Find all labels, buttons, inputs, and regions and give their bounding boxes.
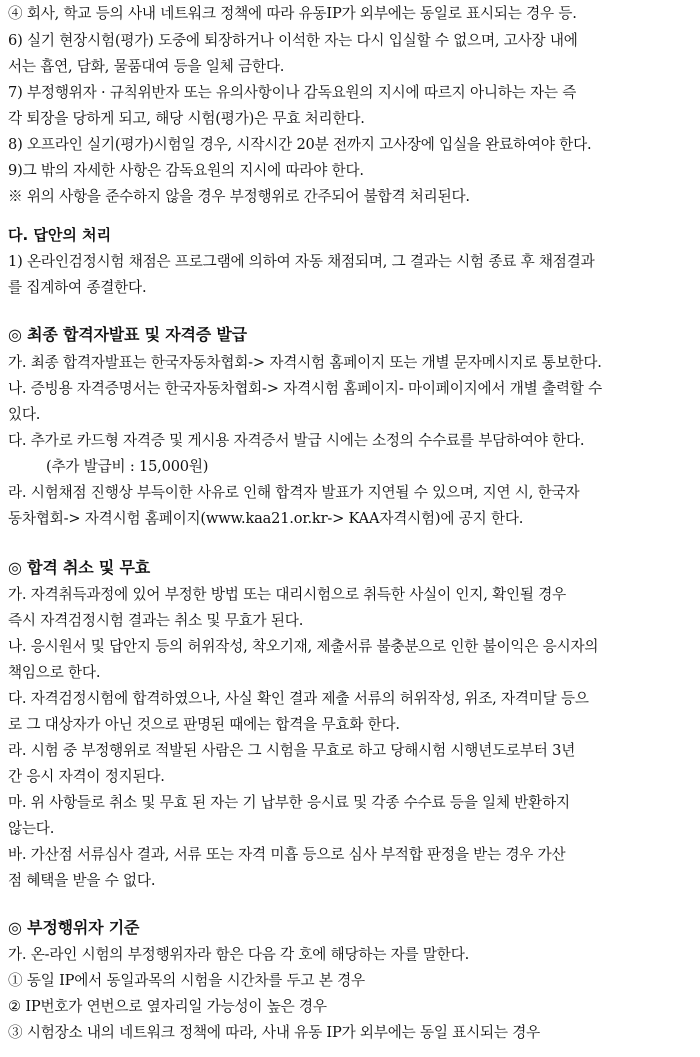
cancel-section-title: ◎ 합격 취소 및 무효: [8, 558, 151, 577]
cancel-item-ga-cont: 즉시 자격검정시험 결과는 취소 및 무효가 된다.: [8, 612, 304, 629]
rule-item-8: 8) 오프라인 실기(평가)시험일 경우, 시작시간 20분 전까지 고사장에 입실을 완료하여야 한다.: [8, 136, 592, 153]
final-item-ga: 가. 최종 합격자발표는 한국자동차협회-> 자격시험 홈페이지 또는 개별 문자메시지로 통보한다.: [8, 354, 602, 371]
fraud-item-ga: 가. 온-라인 시험의 부정행위자라 함은 다음 각 호에 해당하는 자를 말한다.: [8, 946, 470, 963]
final-section-title: ◎ 최종 합격자발표 및 자격증 발급: [8, 325, 247, 344]
final-item-da: 다. 추가로 카드형 자격증 및 게시용 자격증서 발급 시에는 소정의 수수료를 부담하여야 한다.: [8, 432, 585, 449]
cancel-item-ga: 가. 자격취득과정에 있어 부정한 방법 또는 대리시험으로 취득한 사실이 인지, 확인될 경우: [8, 586, 567, 603]
fraud-section-title: ◎ 부정행위자 기준: [8, 918, 140, 937]
rule-note: ※ 위의 사항을 준수하지 않을 경우 부정행위로 간주되어 불합격 처리된다.: [8, 188, 470, 205]
cancel-item-na: 나. 응시원서 및 답안지 등의 허위작성, 착오기재, 제출서류 불충분으로 인한 불이익은 응시자의: [8, 638, 599, 655]
rule-item-6-cont: 서는 흡연, 담화, 물품대여 등을 일체 금한다.: [8, 58, 285, 75]
fraud-item-2: ② IP번호가 연번으로 옆자리일 가능성이 높은 경우: [8, 998, 327, 1015]
cancel-item-ma: 마. 위 사항들로 취소 및 무효 된 자는 기 납부한 응시료 및 각종 수수료 등을 일체 반환하지: [8, 794, 570, 811]
rule-item-7-cont: 각 퇴장을 당하게 되고, 해당 시험(평가)은 무효 처리한다.: [8, 110, 365, 127]
cancel-item-da-cont: 로 그 대상자가 아닌 것으로 판명된 때에는 합격을 무효화 한다.: [8, 716, 400, 733]
rule-item-7: 7) 부정행위자 · 규칙위반자 또는 유의사항이나 감독요원의 지시에 따르지 아니하는 자는 즉: [8, 84, 577, 101]
final-item-da-fee: (추가 발급비 : 15,000원): [46, 458, 209, 475]
answer-section-title: 다. 답안의 처리: [8, 226, 112, 244]
cancel-item-da: 다. 자격검정시험에 합격하였으나, 사실 확인 결과 제출 서류의 허위작성, 위조, 자격미달 등으: [8, 690, 589, 707]
final-item-ra: 라. 시험채점 진행상 부득이한 사유로 인해 합격자 발표가 지연될 수 있으며, 지연 시, 한국자: [8, 484, 580, 501]
final-item-ra-cont: 동차협회-> 자격시험 홈페이지(www.kaa21.or.kr-> KAA자격시험)에 공지 한다.: [8, 510, 524, 527]
rule-item-9: 9)그 밖의 자세한 사항은 감독요원의 지시에 따라야 한다.: [8, 162, 364, 179]
cancel-item-ba-cont: 점 혜택을 받을 수 없다.: [8, 872, 156, 889]
cancel-item-ra-cont: 간 응시 자격이 정지된다.: [8, 768, 165, 785]
fraud-item-3: ③ 시험장소 내의 네트워크 정책에 따라, 사내 유동 IP가 외부에는 동일 표시되는 경우: [8, 1024, 541, 1041]
cancel-item-ba: 바. 가산점 서류심사 결과, 서류 또는 자격 미흡 등으로 심사 부적합 판정을 받는 경우 가산: [8, 846, 566, 863]
answer-item-1-cont: 를 집계하여 종결한다.: [8, 279, 147, 296]
answer-item-1: 1) 온라인검정시험 채점은 프로그램에 의하여 자동 채점되며, 그 결과는 시험 종료 후 채점결과: [8, 253, 595, 270]
final-item-na-cont: 있다.: [8, 406, 41, 423]
rule-item-6: 6) 실기 현장시험(평가) 도중에 퇴장하거나 이석한 자는 다시 입실할 수 없으며, 고사장 내에: [8, 32, 578, 49]
cancel-item-ma-cont: 않는다.: [8, 820, 55, 837]
final-item-na: 나. 증빙용 자격증명서는 한국자동차협회-> 자격시험 홈페이지- 마이페이지에서 개별 출력할 수: [8, 380, 602, 397]
cancel-item-na-cont: 책임으로 한다.: [8, 664, 101, 681]
fraud-item-1: ① 동일 IP에서 동일과목의 시험을 시간차를 두고 본 경우: [8, 972, 365, 989]
cancel-item-ra: 라. 시험 중 부정행위로 적발된 사람은 그 시험을 무효로 하고 당해시험 시행년도로부터 3년: [8, 742, 576, 759]
rule-item-4: ④ 회사, 학교 등의 사내 네트워크 정책에 따라 유동IP가 외부에는 동일로 표시되는 경우 등.: [8, 5, 577, 22]
